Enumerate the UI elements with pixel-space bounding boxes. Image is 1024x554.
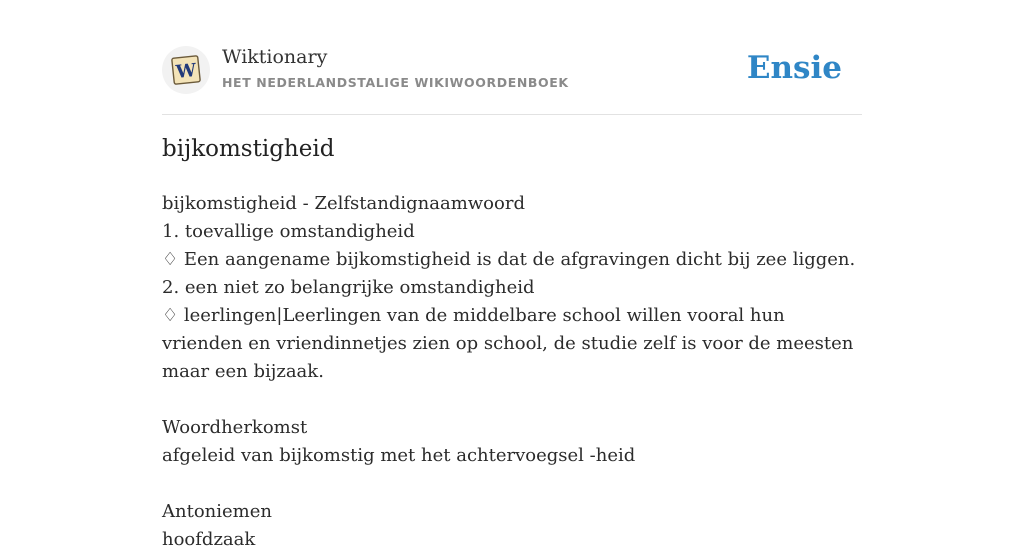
entry-content — [162, 190, 872, 554]
logo-tile — [171, 55, 201, 85]
sense-2: 2. een niet zo belangrijke omstandigheid — [162, 277, 535, 298]
antonym-item: hoofdzaak — [162, 529, 256, 550]
etymology-text: afgeleid van bijkomstig met het achtervoegsel -heid — [162, 445, 636, 466]
site-tagline: HET NEDERLANDSTALIGE WIKIWOORDENBOEK — [222, 75, 569, 90]
etymology-heading: Woordherkomst — [162, 417, 308, 438]
site-name[interactable]: Wiktionary — [222, 46, 328, 68]
page-title: bijkomstigheid — [162, 136, 335, 162]
sense-1: 1. toevallige omstandigheid — [162, 221, 415, 242]
example-2: ♢ leerlingen|Leerlingen van de middelbare school willen vooral hun vrienden en vriendinnetjes zien op school, de studie zelf is voor de meesten maar een bijzaak. — [162, 305, 854, 382]
brand-link[interactable]: Ensie — [746, 50, 842, 86]
paragraph-spacer — [162, 470, 872, 498]
antonyms-heading: Antoniemen — [162, 501, 272, 522]
entry-heading: bijkomstigheid - Zelfstandignaamwoord — [162, 193, 525, 214]
example-1: ♢ Een aangename bijkomstigheid is dat de afgravingen dicht bij zee liggen. — [162, 249, 856, 270]
site-header — [162, 44, 862, 115]
logo-letter: W — [175, 59, 198, 83]
paragraph-spacer — [162, 386, 872, 414]
wiktionary-logo-icon[interactable] — [162, 46, 210, 94]
